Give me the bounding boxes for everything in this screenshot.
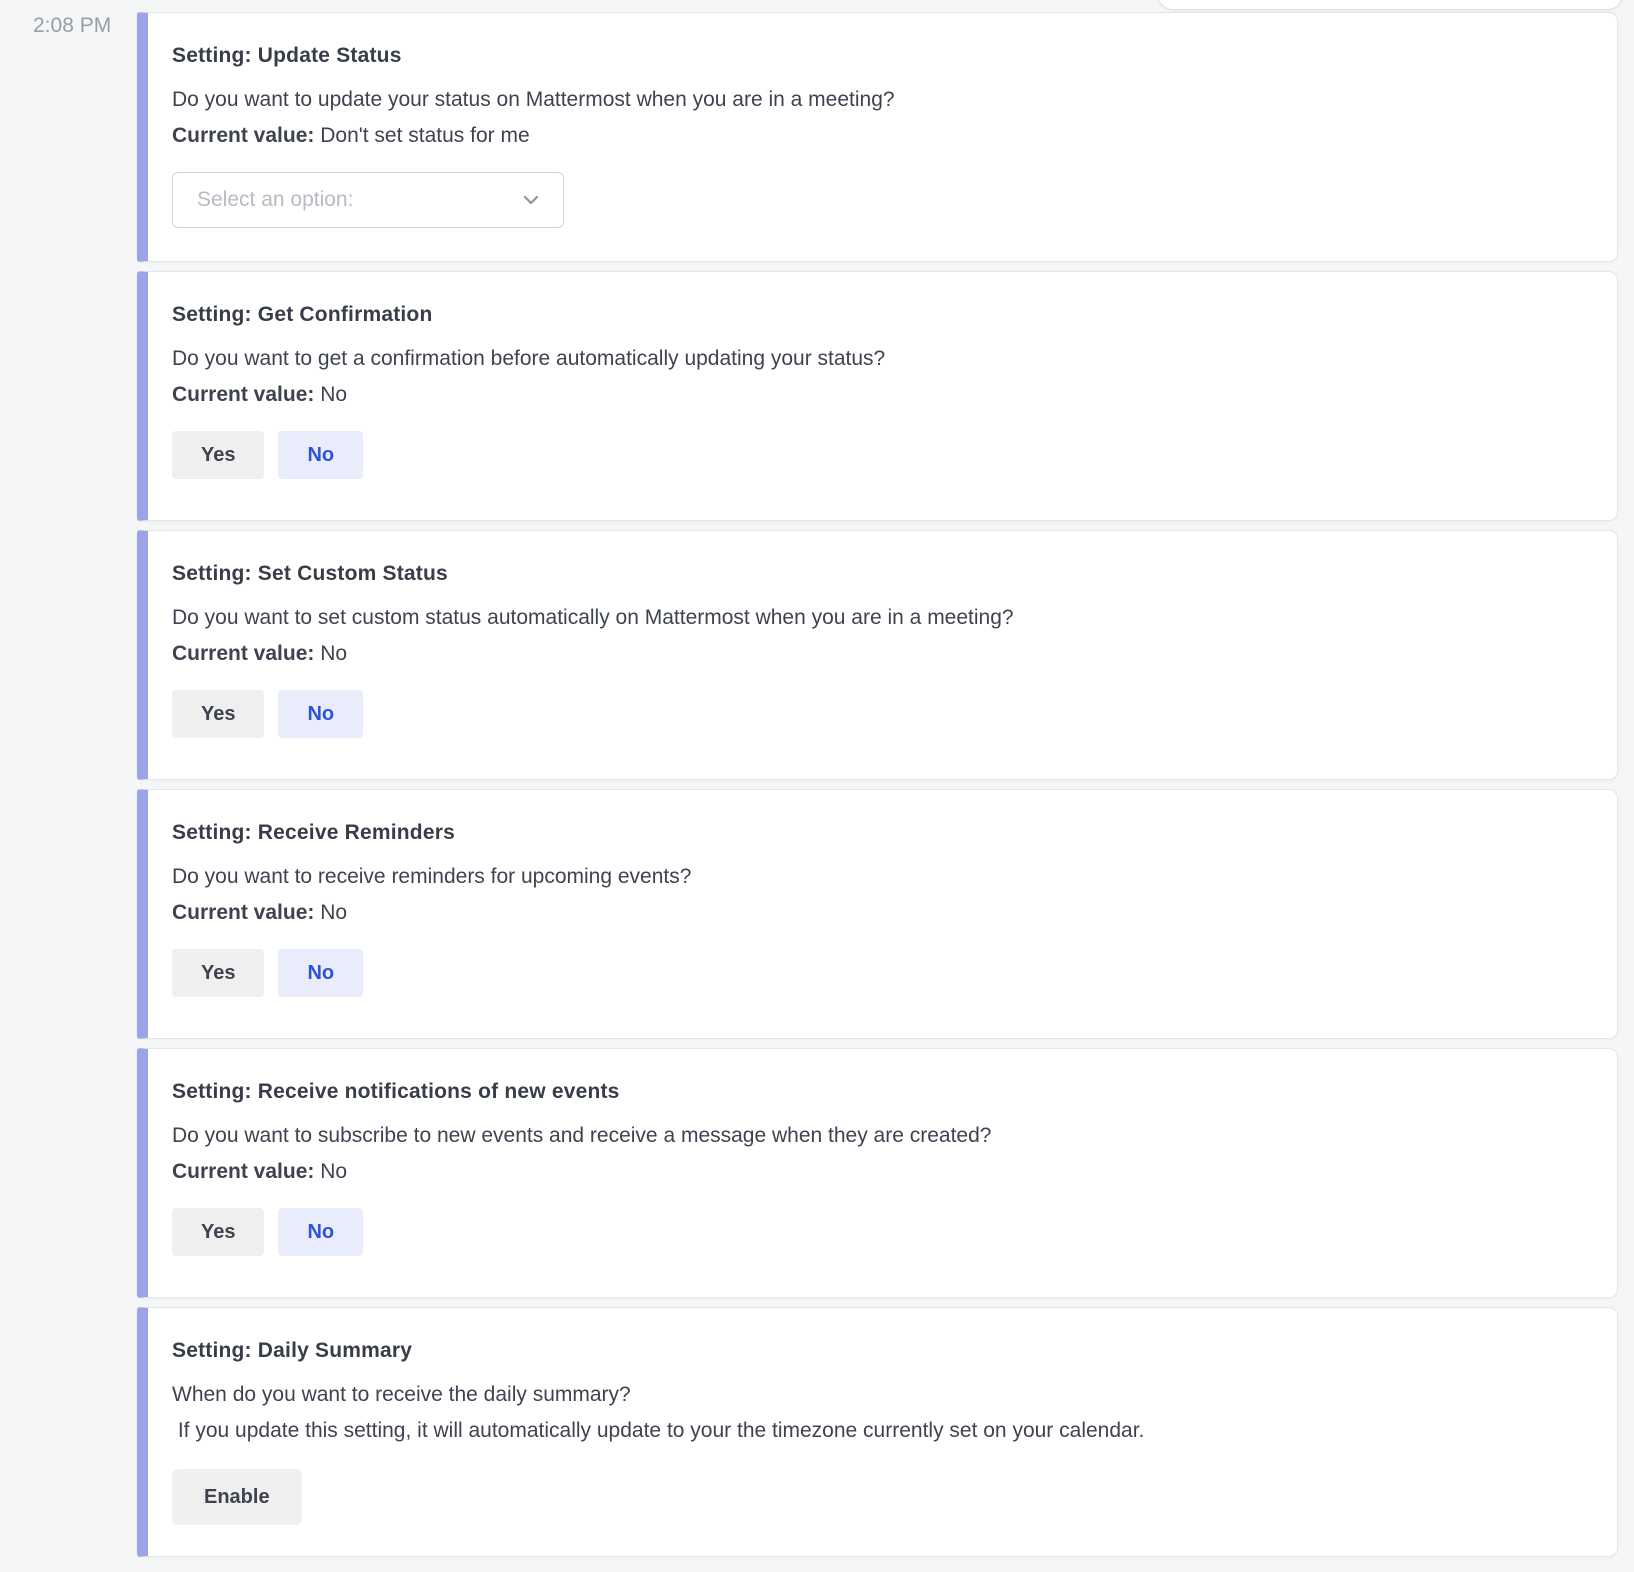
status-select-placeholder: Select an option: [197,188,354,211]
current-value-label: Current value: [172,642,315,665]
setting-card-set-custom-status [137,530,1618,780]
current-value-label: Current value: [172,124,315,147]
yes-no-button-row [172,690,1589,738]
current-value-text: Don't set status for me [320,124,530,147]
yes-no-button-row [172,431,1589,479]
yes-button[interactable]: Yes [172,690,264,738]
current-value-line [172,895,1589,931]
setting-title: Setting: Get Confirmation [172,303,433,326]
current-value-label: Current value: [172,383,315,406]
yes-button[interactable]: Yes [172,1208,264,1256]
yes-no-button-row [172,949,1589,997]
setting-card-daily-summary [137,1307,1618,1557]
setting-description: Do you want to set custom status automatically on Mattermost when you are in a meeting? [172,606,1014,629]
chevron-down-icon [519,188,543,212]
setting-title: Setting: Daily Summary [172,1339,413,1362]
status-select[interactable] [172,172,564,228]
current-value-label: Current value: [172,1160,315,1183]
no-button[interactable]: No [278,431,363,479]
setting-card-receive-notifications [137,1048,1618,1298]
setting-card-get-confirmation [137,271,1618,521]
current-value-line [172,1154,1589,1190]
enable-button[interactable]: Enable [172,1469,302,1525]
setting-title: Setting: Update Status [172,44,402,67]
setting-title: Setting: Set Custom Status [172,562,448,585]
yes-button[interactable]: Yes [172,431,264,479]
setting-description: Do you want to subscribe to new events and receive a message when they are created? [172,1124,992,1147]
floating-panel-edge [1157,0,1623,10]
current-value-line [172,377,1589,413]
message-timestamp: 2:08 PM [33,14,112,37]
setting-title: Setting: Receive Reminders [172,821,455,844]
current-value-text: No [320,901,348,924]
current-value-text: No [320,383,348,406]
setting-description: Do you want to get a confirmation before automatically updating your status? [172,347,886,370]
setting-description: Do you want to receive reminders for upcoming events? [172,865,692,888]
setting-card-receive-reminders [137,789,1618,1039]
no-button[interactable]: No [278,690,363,738]
setting-description: Do you want to update your status on Mattermost when you are in a meeting? [172,88,895,111]
setting-card-update-status [137,12,1618,262]
no-button[interactable]: No [278,949,363,997]
current-value-line [172,636,1589,672]
yes-button[interactable]: Yes [172,949,264,997]
setting-title: Setting: Receive notifications of new events [172,1080,620,1103]
no-button[interactable]: No [278,1208,363,1256]
current-value-line [172,118,1589,154]
current-value-text: No [320,642,348,665]
current-value-label: Current value: [172,901,315,924]
settings-message-attachments [137,12,1618,1557]
yes-no-button-row [172,1208,1589,1256]
current-value-text: No [320,1160,348,1183]
setting-description-line2: If you update this setting, it will automatically update to your the timezone currently set on your calendar. [172,1419,1145,1442]
setting-description-line1: When do you want to receive the daily summary? [172,1383,631,1406]
